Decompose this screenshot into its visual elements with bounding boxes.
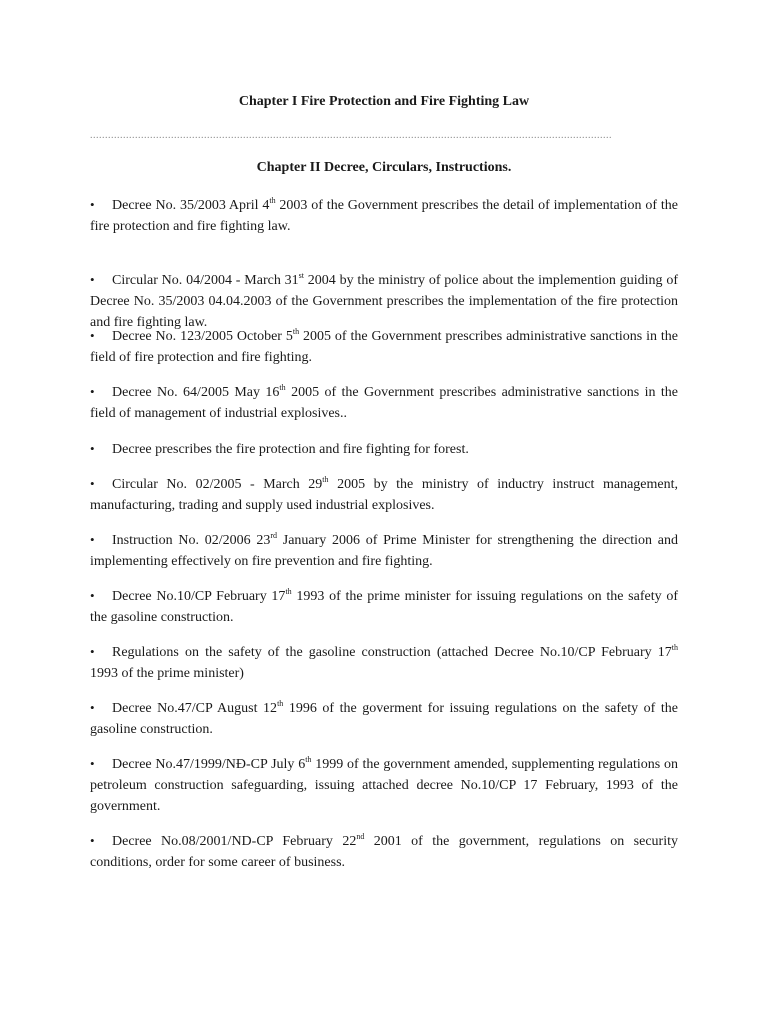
- item-text-pre: Decree No.47/1999/NĐ-CP July 6: [112, 757, 306, 772]
- item-text-pre: Decree prescribes the fire protection and fire fighting for forest.: [112, 442, 469, 457]
- item-text-pre: Decree No.47/CP August 12: [112, 701, 278, 716]
- item-text-pre: Regulations on the safety of the gasoline construction (attached Decree No.10/CP February 17: [112, 645, 672, 660]
- item-text-pre: Decree No.08/2001/ND-CP February 22: [112, 834, 357, 849]
- bullet-icon: •: [90, 700, 95, 715]
- item-text-sup: th: [285, 587, 292, 596]
- chapter-1-title: Chapter I Fire Protection and Fire Fighting Law: [238, 94, 530, 109]
- item-text-pre: Decree No.10/CP February 17: [112, 589, 286, 604]
- list-item: [90, 753, 678, 817]
- bullet-icon: •: [90, 384, 95, 399]
- list-item: [90, 438, 678, 460]
- item-text-post: 1996 of the goverment for issuing regulations on the safety of the gasoline construction.: [90, 701, 678, 737]
- bullet-icon: •: [90, 833, 95, 848]
- item-text-pre: Decree No. 123/2005 October 5: [112, 329, 293, 344]
- bullet-icon: •: [90, 328, 95, 343]
- item-text-sup: th: [322, 475, 329, 484]
- item-text-sup: th: [277, 699, 284, 708]
- bullet-icon: •: [90, 272, 95, 287]
- item-text-sup: th: [279, 383, 286, 392]
- item-text-post: 2005 of the Government prescribes administrative sanctions in the field of management of industrial explosives..: [90, 385, 678, 421]
- item-text-pre: Circular No. 04/2004 - March 31: [112, 273, 299, 288]
- item-text-post: 2005 by the ministry of inductry instruct management, manufacturing, trading and supply used industrial explosives.: [90, 477, 678, 513]
- item-text-sup: nd: [356, 832, 365, 841]
- chapter-2-title: Chapter II Decree, Circulars, Instructions.: [256, 160, 512, 175]
- item-text-pre: Decree No. 35/2003 April 4: [112, 198, 270, 213]
- item-text-post: 1993 of the prime minister): [90, 666, 244, 681]
- bullet-icon: •: [90, 756, 95, 771]
- item-text-post: January 2006 of Prime Minister for strengthening the direction and implementing effectively on fire prevention and fire fighting.: [90, 533, 678, 569]
- item-text-sup: th: [292, 327, 300, 336]
- item-text-sup: th: [269, 196, 276, 205]
- item-text-sup: st: [298, 271, 304, 280]
- item-text-pre: Decree No. 64/2005 May 16: [112, 385, 280, 400]
- list-item: [90, 381, 678, 424]
- bullet-icon: •: [90, 588, 95, 603]
- list-item: [90, 697, 678, 740]
- bullet-icon: •: [90, 644, 95, 659]
- item-text-post: 2003 of the Government prescribes the detail of implementation of the fire protection and fire fighting law.: [90, 198, 678, 234]
- item-text-post: 2001 of the government, regulations on security conditions, order for some career of business.: [90, 834, 678, 870]
- item-text-post: 2005 of the Government prescribes administrative sanctions in the field of fire protection and fire fighting.: [90, 329, 679, 365]
- item-text-pre: Circular No. 02/2005 - March 29: [112, 477, 323, 492]
- list-item: [90, 641, 678, 684]
- bullet-icon: •: [90, 441, 95, 456]
- list-item: [90, 269, 678, 333]
- dotted-separator: ..............................................................................................................................................................................: [90, 130, 612, 141]
- item-text-sup: rd: [270, 531, 278, 540]
- bullet-icon: •: [90, 197, 95, 212]
- item-text-post: 1993 of the prime minister for issuing regulations on the safety of the gasoline construction.: [90, 589, 678, 625]
- list-item: [90, 325, 678, 368]
- item-text-sup: th: [305, 755, 312, 764]
- list-item: [90, 194, 678, 237]
- item-text-post: 2004 by the ministry of police about the implemention guiding of Decree No. 35/2003 04.04.2003 of the Government prescribes the implementation of the fire protection and fire fighting law.: [90, 273, 678, 330]
- bullet-icon: •: [90, 532, 95, 547]
- item-text-sup: th: [671, 643, 678, 652]
- item-text-pre: Instruction No. 02/2006 23: [112, 533, 271, 548]
- bullet-icon: •: [90, 476, 95, 491]
- list-item: [90, 529, 678, 572]
- list-item: [90, 473, 678, 516]
- list-item: [90, 585, 678, 628]
- item-text-post: 1999 of the government amended, supplementing regulations on petroleum construction safeguarding, issuing attached decree No.10/CP 17 February, 1993 of the government.: [90, 757, 679, 814]
- list-item: [90, 830, 678, 873]
